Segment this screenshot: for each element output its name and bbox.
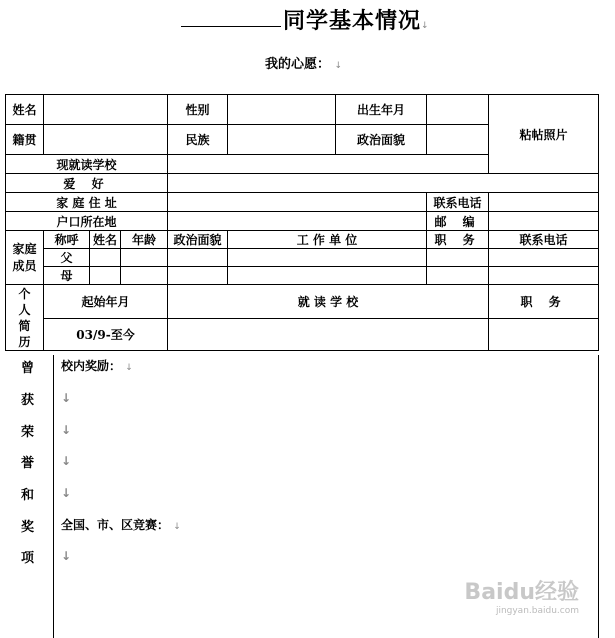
para-mark: ↓ [61, 391, 72, 405]
father-employer-field[interactable] [228, 249, 427, 267]
para-mark: ↓ [61, 549, 72, 563]
gender-label: 性别 [168, 95, 228, 125]
mother-employer-field[interactable] [228, 267, 427, 285]
ethnicity-label: 民族 [168, 125, 228, 155]
hukou-label: 户口所在地 [6, 212, 168, 231]
address-label: 家 庭 住 址 [6, 193, 168, 212]
father-label: 父 [44, 249, 90, 267]
hobby-field[interactable] [168, 174, 599, 193]
national-awards-label[interactable]: 全国、市、区竞赛： ↓ [61, 518, 181, 532]
honors-char-5: 和 [21, 488, 35, 503]
family-col-age: 年龄 [121, 231, 168, 249]
mother-politics-field[interactable] [168, 267, 228, 285]
photo-box: 粘帖照片 [489, 95, 599, 174]
honors-char-1: 曾 [21, 361, 35, 376]
school-label: 现就读学校 [6, 155, 168, 174]
politics-label: 政治面貌 [336, 125, 427, 155]
father-politics-field[interactable] [168, 249, 228, 267]
student-info-table [5, 94, 599, 351]
family-col-employer: 工 作 单 位 [228, 231, 427, 249]
para-mark: ↓ [61, 486, 72, 500]
father-age-field[interactable] [121, 249, 168, 267]
family-col-relation: 称呼 [44, 231, 90, 249]
family-col-politics: 政治面貌 [168, 231, 228, 249]
resume-col-school: 就 读 学 校 [168, 285, 489, 319]
resume-school-field[interactable] [168, 319, 489, 351]
mother-age-field[interactable] [121, 267, 168, 285]
mother-phone-field[interactable] [489, 267, 599, 285]
para-mark: ↓ [61, 454, 72, 468]
honors-char-7: 项 [21, 551, 35, 566]
father-phone-field[interactable] [489, 249, 599, 267]
origin-field[interactable] [44, 125, 168, 155]
phone-field[interactable] [489, 193, 599, 212]
family-label: 家庭成员 [6, 231, 44, 285]
school-awards-label[interactable]: 校内奖励： ↓ [61, 359, 133, 373]
mother-position-field[interactable] [427, 267, 489, 285]
school-field[interactable] [168, 155, 489, 174]
page-title: 同学基本情况↓ [283, 8, 430, 34]
family-col-position: 职 务 [427, 231, 489, 249]
title-blank-line [181, 26, 281, 27]
honors-char-2: 获 [21, 393, 35, 408]
resume-start-value[interactable]: 03/9-至今 [44, 319, 168, 351]
origin-label: 籍贯 [6, 125, 44, 155]
wish-label: 我的心愿： ↓ [265, 57, 343, 72]
ethnicity-field[interactable] [228, 125, 336, 155]
honors-char-4: 誉 [21, 456, 35, 471]
resume-col-start: 起始年月 [44, 285, 168, 319]
baidu-watermark: Baidu经验 jingyan.baidu.com [464, 580, 579, 616]
postcode-field[interactable] [489, 212, 599, 231]
birth-label: 出生年月 [336, 95, 427, 125]
birth-field[interactable] [427, 95, 489, 125]
mother-label: 母 [44, 267, 90, 285]
family-col-name: 姓名 [90, 231, 121, 249]
family-col-phone: 联系电话 [489, 231, 599, 249]
mother-name-field[interactable] [90, 267, 121, 285]
honors-char-6: 奖 [21, 520, 35, 535]
phone-label: 联系电话 [427, 193, 489, 212]
name-label: 姓名 [6, 95, 44, 125]
resume-position-field[interactable] [489, 319, 599, 351]
hobby-label: 爱 好 [6, 174, 168, 193]
honors-divider [53, 355, 54, 638]
resume-col-position: 职 务 [489, 285, 599, 319]
father-name-field[interactable] [90, 249, 121, 267]
para-mark: ↓ [61, 423, 72, 437]
postcode-label: 邮 编 [427, 212, 489, 231]
politics-field[interactable] [427, 125, 489, 155]
hukou-field[interactable] [168, 212, 427, 231]
father-position-field[interactable] [427, 249, 489, 267]
honors-char-3: 荣 [21, 425, 35, 440]
name-field[interactable] [44, 95, 168, 125]
address-field[interactable] [168, 193, 427, 212]
resume-label: 个人简历 [6, 285, 44, 351]
gender-field[interactable] [228, 95, 336, 125]
